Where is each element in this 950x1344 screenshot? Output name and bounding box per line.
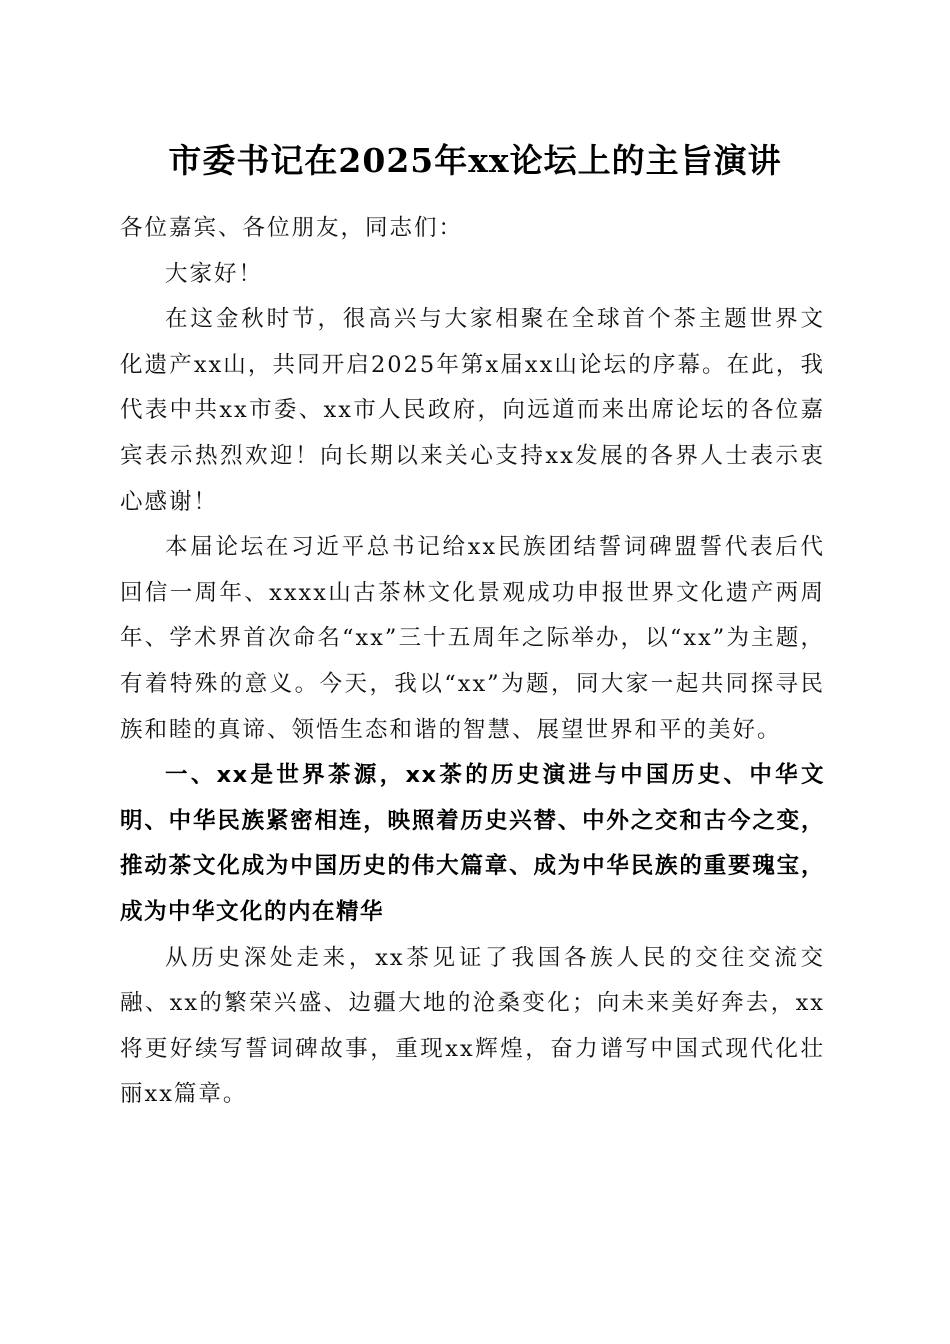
paragraph-history: 从历史深处走来，xx茶见证了我国各族人民的交往交流交融、xx的繁荣兴盛、边疆大地的沧桑变化；向未来美好奔去，xx将更好续写誓词碑故事，重现xx辉煌，奋力谱写中国式现代化壮丽xx篇章。 [120, 944, 825, 1108]
document-title: 市委书记在2025年xx论坛上的主旨演讲 [168, 141, 782, 180]
greeting: 大家好！ [165, 260, 264, 287]
section-heading: 一、xx是世界茶源，xx茶的历史演进与中国历史、中华文明、中华民族紧密相连，映照着历史兴替、中外之交和古今之变，推动茶文化成为中国历史的伟大篇章、成为中华民族的重要瑰宝，成为中华文化的内在精华 [120, 762, 825, 925]
document-body [120, 206, 825, 1118]
paragraph-forum-significance: 本届论坛在习近平总书记给xx民族团结誓词碑盟誓代表后代回信一周年、xxxx山古茶林文化景观成功申报世界文化遗产两周年、学术界首次命名“xx”三十五周年之际举办，以“xx”为主题，有着特殊的意义。今天，我以“xx”为题，同大家一起共同探寻民族和睦的真谛、领悟生态和谐的智慧、展望世界和平的美好。 [120, 534, 825, 743]
paragraph-welcome: 在这金秋时节，很高兴与大家相聚在全球首个茶主题世界文化遗产xx山，共同开启2025年第x届xx山论坛的序幕。在此，我代表中共xx市委、xx市人民政府，向远道而来出席论坛的各位嘉宾表示热烈欢迎！向长期以来关心支持xx发展的各界人士表示衷心感谢！ [120, 306, 825, 515]
salutation: 各位嘉宾、各位朋友，同志们： [120, 215, 464, 241]
